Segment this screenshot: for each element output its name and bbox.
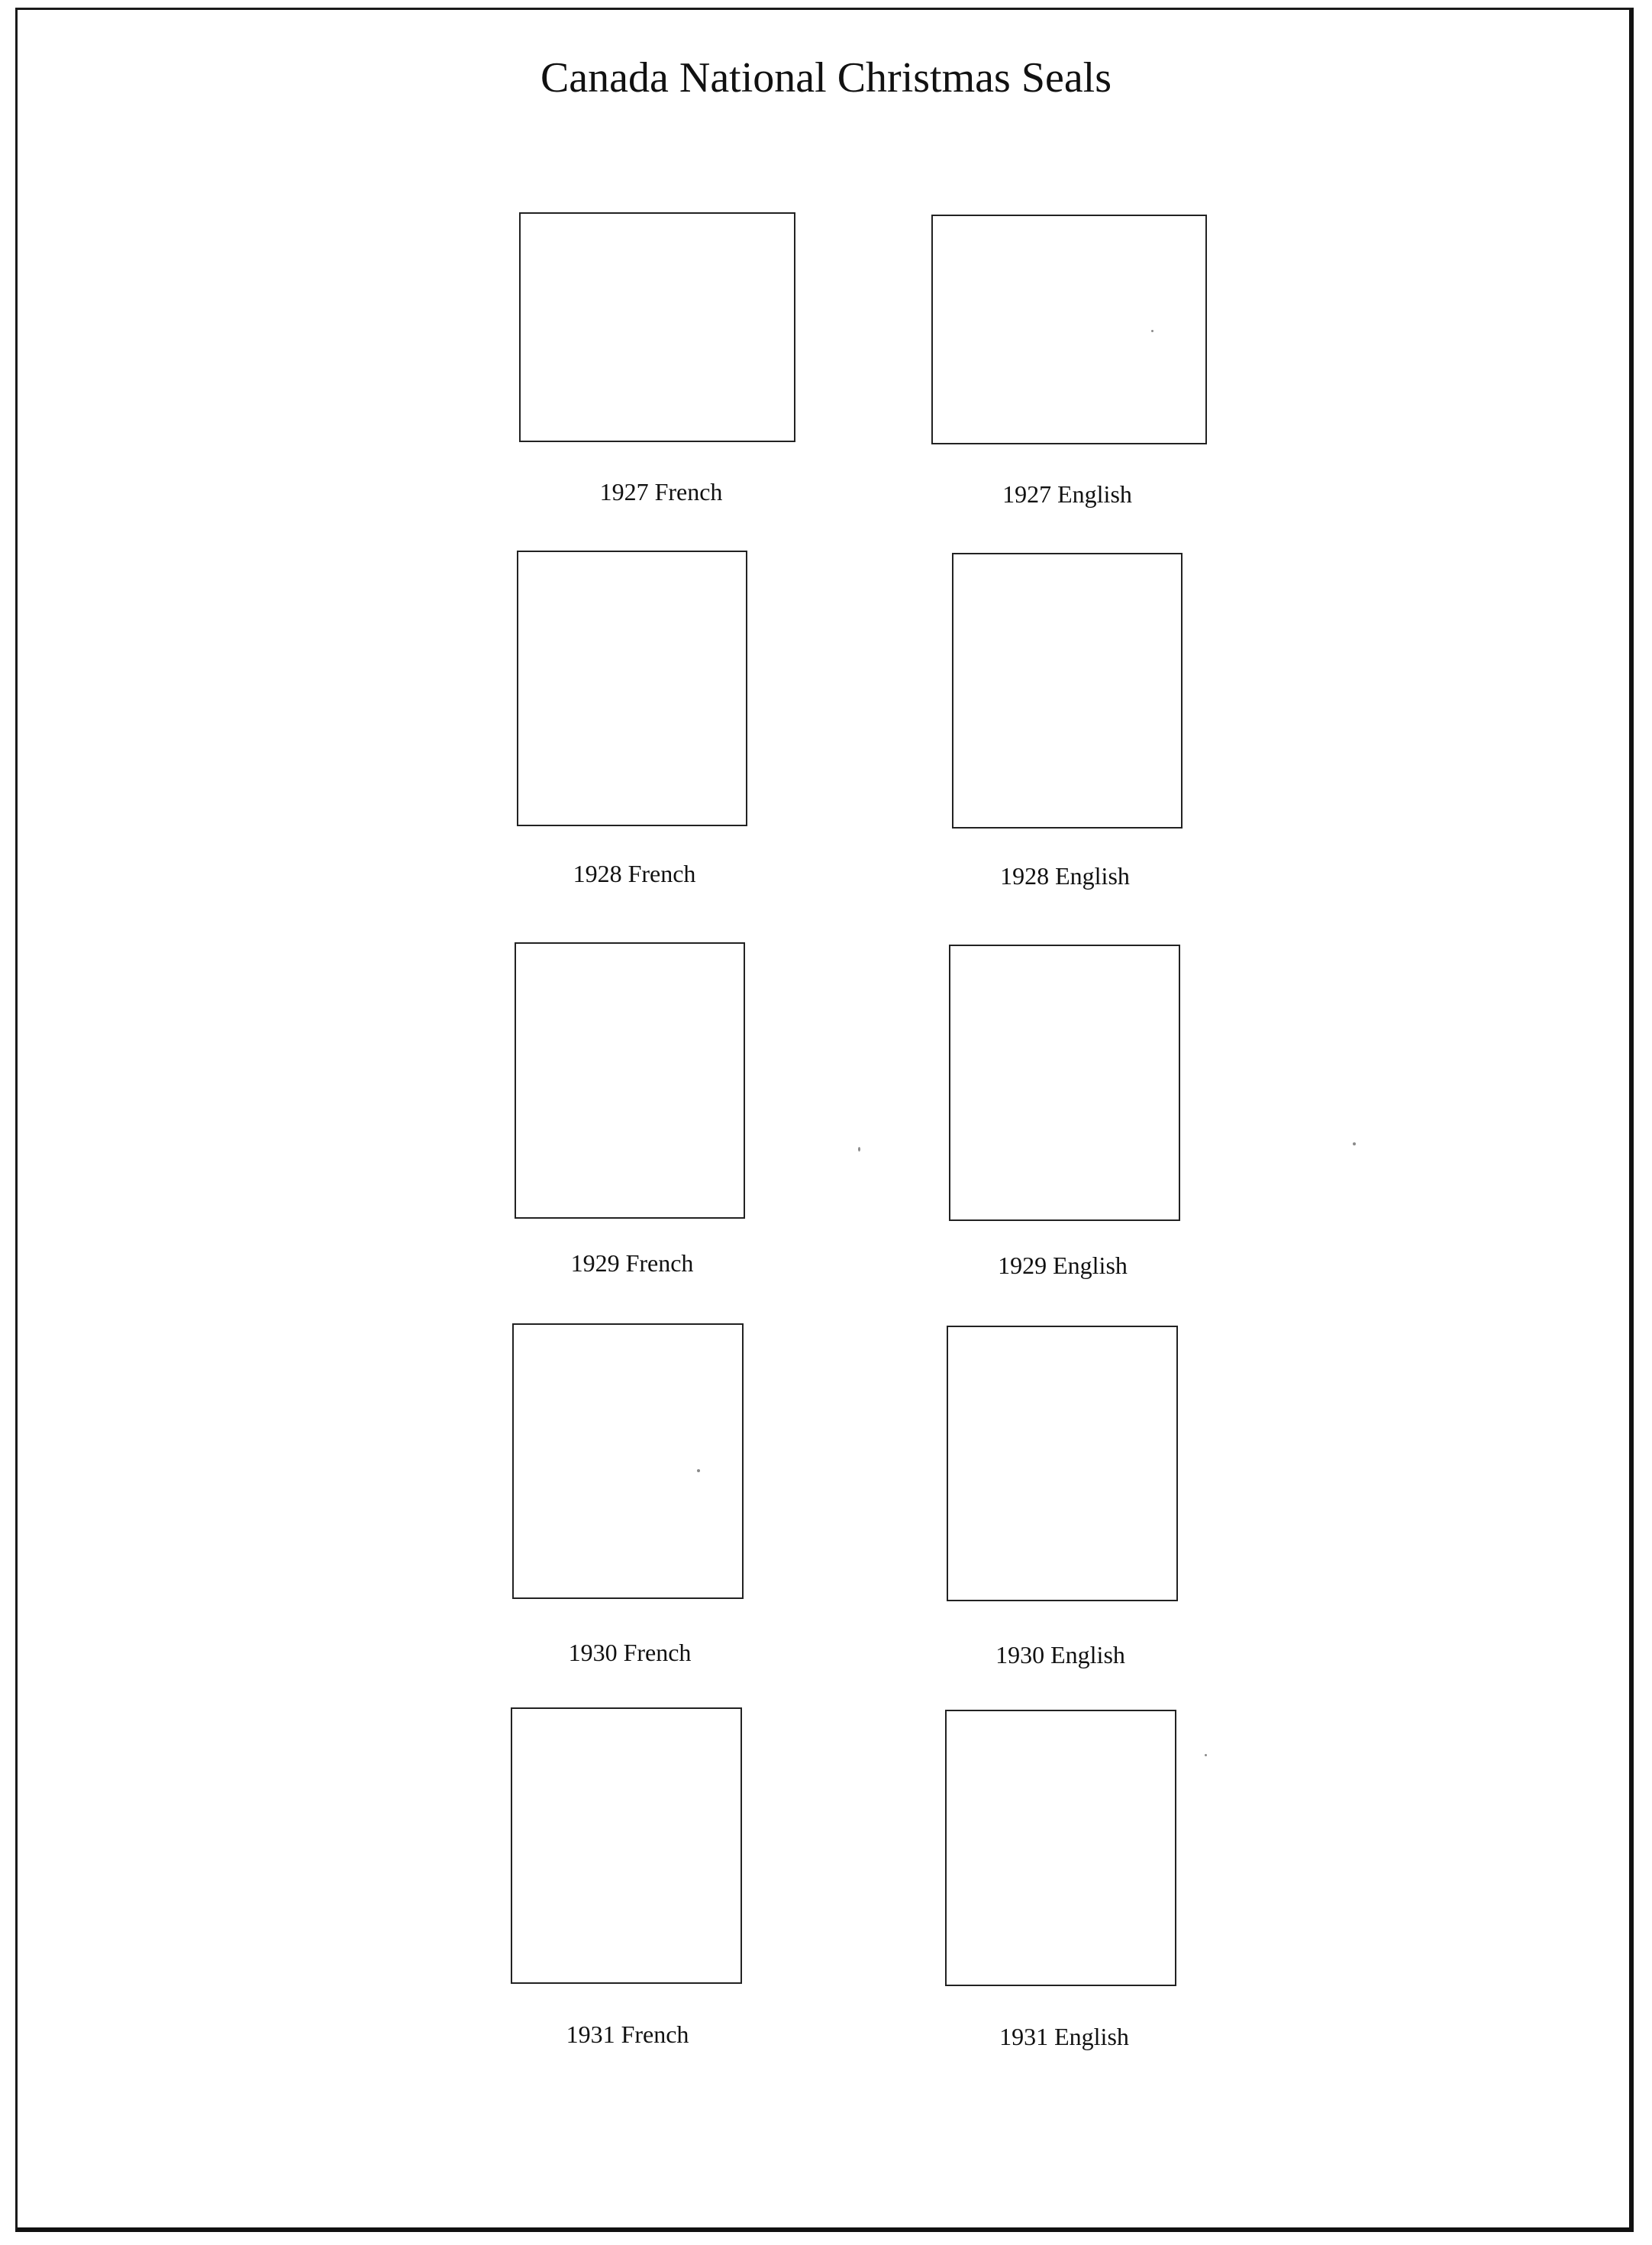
stamp-slot-1927-english xyxy=(931,215,1207,444)
scan-speck xyxy=(1151,330,1153,332)
scan-speck xyxy=(697,1469,700,1472)
page-title: Canada National Christmas Seals xyxy=(540,54,1112,102)
stamp-slot-1927-french xyxy=(519,212,795,442)
slot-label-1929-french: 1929 French xyxy=(570,1249,694,1277)
stamp-slot-1930-english xyxy=(947,1326,1178,1601)
slot-label-1930-english: 1930 English xyxy=(995,1641,1125,1668)
slot-label-1931-english: 1931 English xyxy=(999,2023,1129,2050)
slot-label-1930-french: 1930 French xyxy=(568,1639,692,1666)
stamp-slot-1928-english xyxy=(952,553,1183,829)
slot-label-1931-french: 1931 French xyxy=(566,2020,689,2048)
scan-speck xyxy=(858,1147,860,1152)
stamp-slot-1930-french xyxy=(512,1323,744,1599)
scan-speck xyxy=(1205,1754,1207,1756)
stamp-slot-1928-french xyxy=(517,551,747,826)
stamp-slot-1931-french xyxy=(511,1707,742,1984)
slot-label-1928-english: 1928 English xyxy=(1000,862,1130,890)
stamp-slot-1931-english xyxy=(945,1710,1176,1986)
scan-speck xyxy=(1353,1142,1356,1145)
stamp-slot-1929-french xyxy=(515,942,745,1219)
page-border xyxy=(15,8,1634,2232)
slot-label-1927-english: 1927 English xyxy=(1002,480,1132,508)
stamp-slot-1929-english xyxy=(949,945,1180,1221)
slot-label-1927-french: 1927 French xyxy=(599,478,723,506)
slot-label-1929-english: 1929 English xyxy=(998,1252,1128,1279)
slot-label-1928-french: 1928 French xyxy=(573,860,696,887)
